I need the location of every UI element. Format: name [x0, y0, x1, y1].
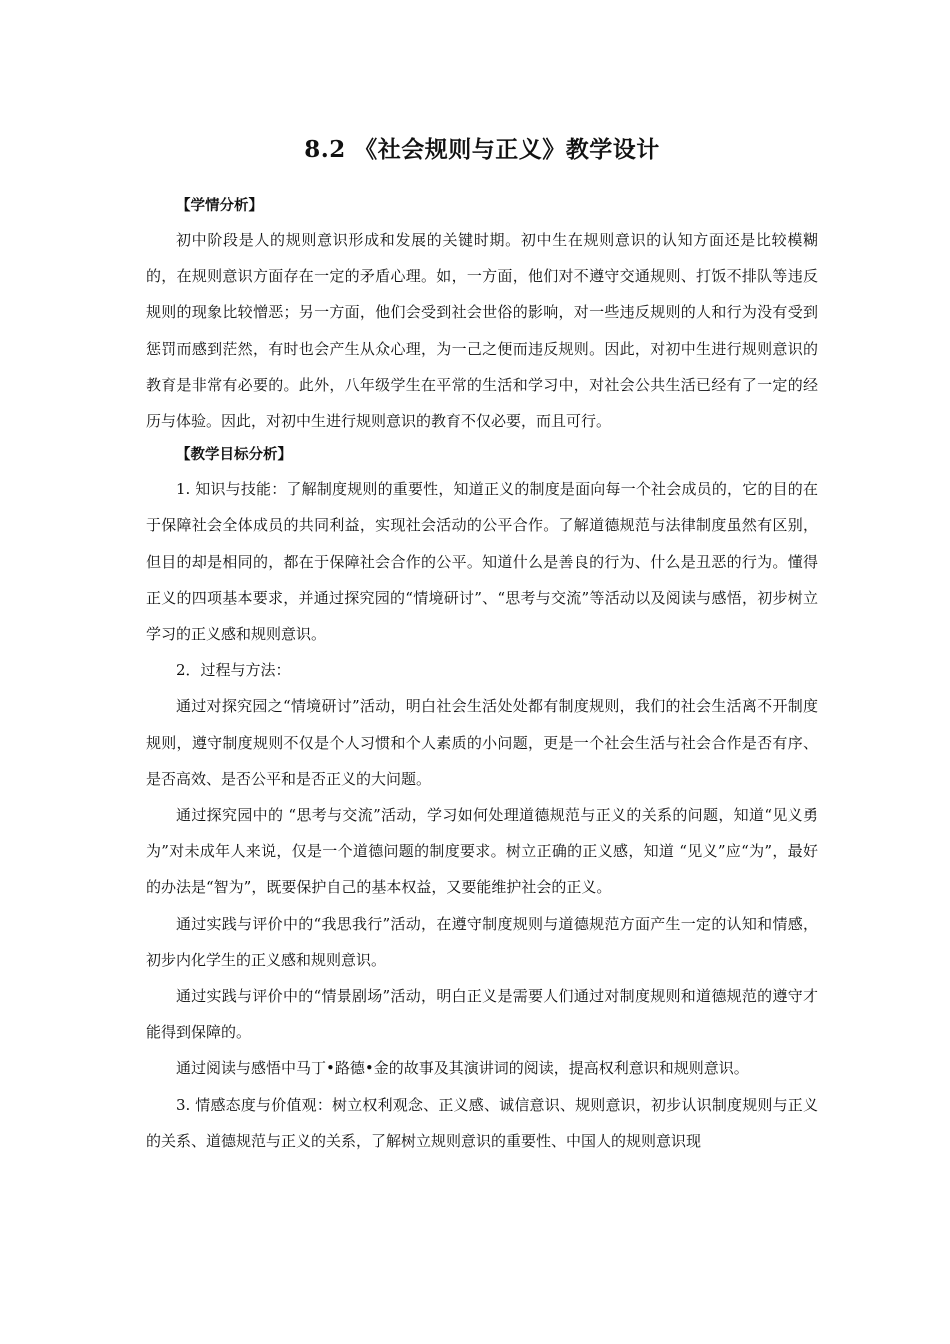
paragraph: 通过实践与评价中的“情景剧场”活动，明白正义是需要人们通过对制度规则和道德规范的遵守才能得到保障的。: [146, 987, 818, 1042]
section-heading: 【学情分析】: [176, 197, 263, 214]
paragraph: 通过实践与评价中的“我思我行”活动，在遵守制度规则与道德规范方面产生一定的认知和情感，初步内化学生的正义感和规则意识。: [146, 914, 818, 969]
paragraph: 通过对探究园之“情境研讨”活动，明白社会生活处处都有制度规则，我们的社会生活离不开制度规则，遵守制度规则不仅是个人习惯和个人素质的小问题，更是一个社会生活与社会合作是否有序、是否高效、是否公平和是否正义的大问题。: [146, 697, 818, 788]
document-title: 8.2 《社会规则与正义》教学设计: [304, 136, 660, 163]
paragraph: 通过探究园中的 “思考与交流”活动，学习如何处理道德规范与正义的关系的问题，知道“见义勇为”对未成年人来说，仅是一个道德问题的制度要求。树立正确的正义感，知道 “见义”应“为”，最好的办法是“智为”，既要保护自己的基本权益，又要能维护社会的正义。: [146, 806, 818, 897]
document-page: [146, 128, 818, 1159]
paragraph: 2．过程与方法：: [176, 661, 291, 680]
paragraph: 通过阅读与感悟中马丁•路德•金的故事及其演讲词的阅读，提高权利意识和规则意识。: [176, 1059, 749, 1078]
paragraph: 1. 知识与技能：了解制度规则的重要性，知道正义的制度是面向每一个社会成员的，它的目的在于保障社会全体成员的共同利益，实现社会活动的公平合作。了解道德规范与法律制度虽然有区别，但目的却是相同的，都在于保障社会合作的公平。知道什么是善良的行为、什么是丑恶的行为。懂得正义的四项基本要求，并通过探究园的“情境研讨”、“思考与交流”等活动以及阅读与感悟，初步树立学习的正义感和规则意识。: [146, 480, 818, 644]
paragraph: 初中阶段是人的规则意识形成和发展的关键时期。初中生在规则意识的认知方面还是比较模糊的，在规则意识方面存在一定的矛盾心理。如，一方面，他们对不遵守交通规则、打饭不排队等违反规则的现象比较憎恶；另一方面，他们会受到社会世俗的影响，对一些违反规则的人和行为没有受到惩罚而感到茫然，有时也会产生从众心理，为一己之便而违反规则。因此，对初中生进行规则意识的教育是非常有必要的。此外，八年级学生在平常的生活和学习中，对社会公共生活已经有了一定的经历与体验。因此，对初中生进行规则意识的教育不仅必要，而且可行。: [146, 231, 818, 431]
section-learning-analysis: [146, 190, 818, 439]
section-heading: 【教学目标分析】: [176, 446, 292, 464]
section-teaching-goals: [146, 439, 818, 1159]
paragraph: 3. 情感态度与价值观：树立权利观念、正义感、诚信意识、规则意识，初步认识制度规则与正义的关系、道德规范与正义的关系，了解树立规则意识的重要性、中国人的规则意识现: [146, 1095, 818, 1150]
